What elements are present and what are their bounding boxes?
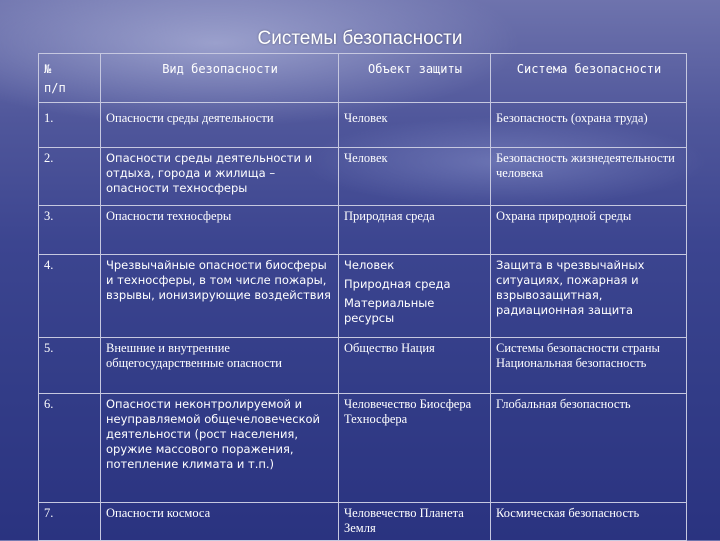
cell-number: 5. [39, 338, 101, 394]
cell-safety-type: Внешние и внутренние общегосударственные опасности [101, 338, 339, 394]
table-row [39, 338, 687, 394]
cell-protection-object: Человек [339, 103, 491, 148]
object-line: Материальные ресурсы [344, 296, 435, 325]
cell-safety-system: Охрана природной среды [491, 206, 687, 255]
object-line: Природная среда [344, 277, 451, 291]
table-row [39, 206, 687, 255]
cell-safety-type: Опасности среды деятельности [101, 103, 339, 148]
cell-safety-type: Опасности среды деятельности и отдыха, города и жилища – опасности техносферы [101, 148, 339, 206]
table-row [39, 103, 687, 148]
cell-safety-system: Глобальная безопасность [491, 394, 687, 503]
header-number-symbol: № [44, 62, 52, 76]
cell-safety-type: Опасности неконтролируемой и неуправляемой общечеловеческой деятельности (рост населения, оружие массового поражения, потепление климата и т.п.) [101, 394, 339, 503]
cell-protection-object: Человечество Планета Земля [339, 503, 491, 541]
header-number [39, 54, 101, 103]
cell-safety-type: Опасности техносферы [101, 206, 339, 255]
cell-protection-object: Общество Нация [339, 338, 491, 394]
cell-safety-type: Чрезвычайные опасности биосферы и техносферы, в том числе пожары, взрывы, ионизирующие воздействия [101, 255, 339, 338]
cell-number: 3. [39, 206, 101, 255]
header-safety-type: Вид безопасности [101, 54, 339, 103]
cell-protection-object: Природная среда [339, 206, 491, 255]
cell-safety-system: Системы безопасности страны Национальная безопасность [491, 338, 687, 394]
table-row [39, 148, 687, 206]
cell-safety-system: Защита в чрезвычайных ситуациях, пожарная и взрывозащитная, радиационная защита [491, 255, 687, 338]
page-title: Системы безопасности [257, 28, 463, 49]
cell-safety-system: Космическая безопасность [491, 503, 687, 541]
table-header-row [39, 54, 687, 103]
cell-number: 7. [39, 503, 101, 541]
cell-safety-system: Безопасность жизнедеятельности человека [491, 148, 687, 206]
cell-safety-type: Опасности космоса [101, 503, 339, 541]
cell-protection-object: Человечество Биосфера Техносфера [339, 394, 491, 503]
table-row [39, 503, 687, 541]
cell-number: 1. [39, 103, 101, 148]
cell-protection-object: Человек [339, 148, 491, 206]
object-line: Человек [344, 258, 395, 272]
table-row [39, 255, 687, 338]
cell-number: 2. [39, 148, 101, 206]
header-number-abbr: п/п [44, 81, 66, 95]
table-row [39, 394, 687, 503]
cell-number: 6. [39, 394, 101, 503]
cell-number: 4. [39, 255, 101, 338]
header-safety-system: Система безопасности [491, 54, 687, 103]
safety-systems-table [38, 53, 687, 541]
header-protection-object: Объект защиты [339, 54, 491, 103]
cell-protection-object [339, 255, 491, 338]
cell-safety-system: Безопасность (охрана труда) [491, 103, 687, 148]
